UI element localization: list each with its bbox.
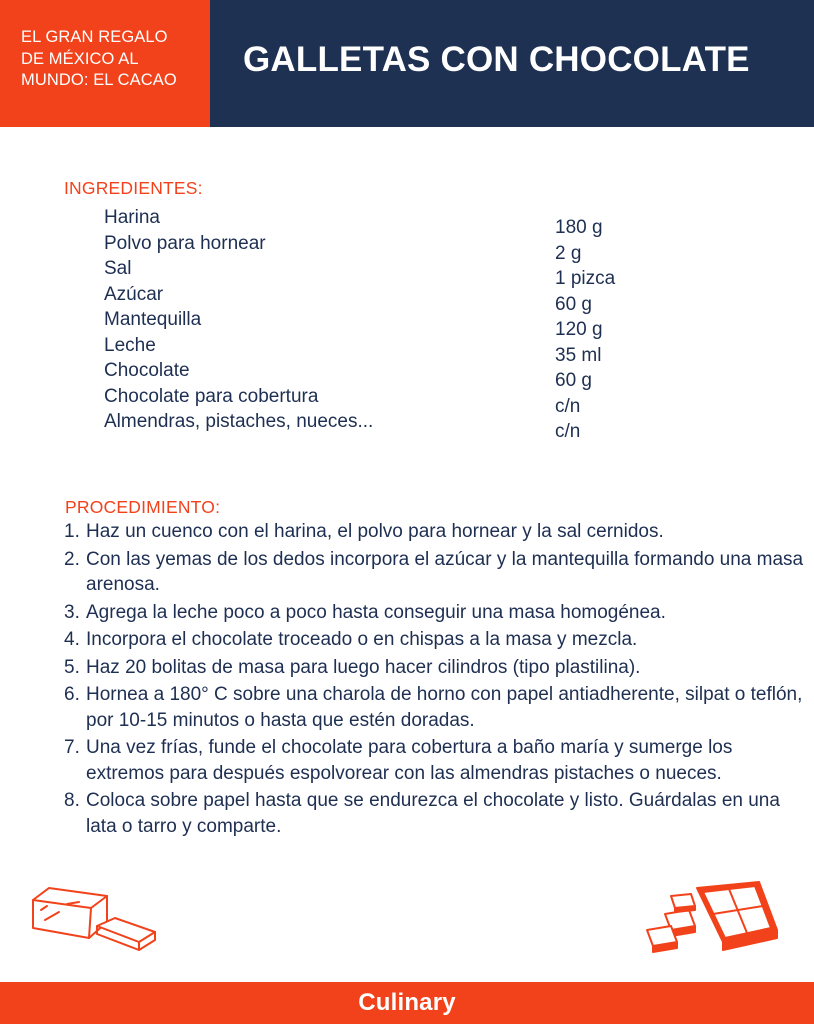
ingredient-names-list [104, 205, 373, 435]
step-number: 6. [64, 684, 80, 705]
ingredient-amount: 180 g [555, 217, 603, 238]
ingredient-name: Almendras, pistaches, nueces... [104, 411, 374, 432]
step-number: 3. [64, 601, 80, 623]
title-banner [210, 0, 814, 127]
ingredient-amount: 60 g [555, 370, 592, 391]
step-text: Incorpora el chocolate troceado o en chispas a la masa y mezcla. [86, 629, 638, 650]
chocolate-bar-icon [637, 880, 787, 960]
step-text: Coloca sobre papel hasta que se endurezca el chocolate y listo. Guárdalas en una lata o tarro y comparte. [86, 790, 780, 837]
subtitle-line-3: MUNDO: EL CACAO [21, 71, 177, 89]
ingredient-name: Leche [104, 334, 156, 356]
step-number: 2. [64, 548, 80, 570]
procedure-step [64, 547, 804, 598]
ingredient-amount: 2 g [555, 242, 582, 264]
ingredient-name: Chocolate [104, 360, 190, 381]
ingredient-name: Azúcar [104, 283, 164, 305]
footer-bar [0, 982, 814, 1024]
brand-name: Culinary [358, 989, 456, 1016]
step-text: Agrega la leche poco a poco hasta conseguir una masa homogénea. [86, 601, 666, 623]
procedure-step [64, 682, 804, 733]
ingredient-name: Harina [104, 207, 160, 228]
ingredient-name: Chocolate para cobertura [104, 385, 319, 407]
procedure-step [64, 655, 804, 681]
ingredient-amount: 60 g [555, 293, 592, 315]
header [0, 0, 814, 127]
ingredient-amount: c/n [555, 421, 581, 442]
step-text: Haz 20 bolitas de masa para luego hacer cilindros (tipo plastilina). [86, 656, 641, 678]
ingredient-name: Polvo para hornear [104, 232, 266, 254]
procedure-heading: PROCEDIMIENTO: [65, 497, 221, 517]
page-title: GALLETAS CON CHOCOLATE [243, 40, 750, 79]
ingredient-name: Sal [104, 258, 132, 279]
step-number: 7. [64, 737, 80, 758]
procedure-step [64, 627, 804, 653]
step-number: 8. [64, 790, 80, 811]
step-number: 5. [64, 656, 80, 678]
subtitle-line-1: EL GRAN REGALO [21, 28, 168, 46]
step-text: Con las yemas de los dedos incorpora el azúcar y la mantequilla formando una masa arenosa. [86, 548, 804, 595]
procedure-step [64, 735, 804, 786]
procedure-step [64, 519, 804, 545]
ingredients-heading: INGREDIENTES: [64, 178, 203, 198]
step-text: Haz un cuenco con el harina, el polvo para hornear y la sal cernidos. [86, 521, 664, 542]
ingredient-amount: 120 g [555, 319, 603, 340]
procedure-step [64, 788, 804, 839]
subtitle-line-2: DE MÉXICO AL [21, 49, 139, 68]
step-number: 1. [64, 521, 80, 542]
step-text: Una vez frías, funde el chocolate para cobertura a baño maría y sumerge los extremos para después espolvorear con las almendras pistaches o nueces. [86, 737, 733, 784]
ingredient-name: Mantequilla [104, 309, 202, 330]
step-text: Hornea a 180° C sobre una charola de horno con papel antiadherente, silpat o teflón, por 10-15 minutos o hasta que estén doradas. [86, 684, 803, 731]
ingredient-amount: 1 pizca [555, 268, 616, 289]
butter-icon [27, 882, 159, 958]
procedure-step [64, 600, 804, 626]
ingredient-amount: c/n [555, 395, 581, 417]
series-subtitle [0, 0, 210, 127]
ingredient-amounts-list [555, 215, 615, 445]
procedure-steps [64, 519, 804, 841]
step-number: 4. [64, 629, 80, 650]
ingredient-amount: 35 ml [555, 344, 602, 366]
